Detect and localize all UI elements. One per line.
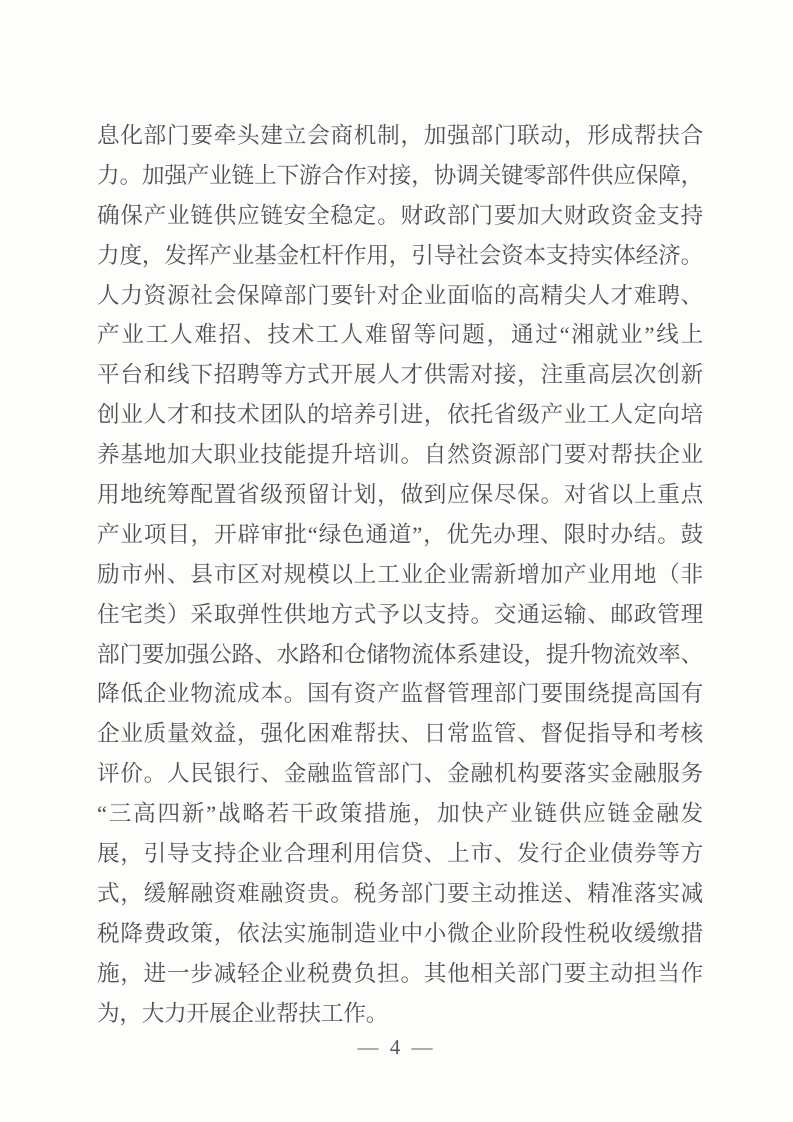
- text-line-6: 产业工人难招、技术工人难留等问题，通过“湘就业”线上: [97, 322, 703, 348]
- text-line-8: 创业人才和技术团队的培养引进，依托省级产业工人定向培: [97, 402, 703, 428]
- text-line-2: 力。加强产业链上下游合作对接，协调关键零部件供应保障，: [97, 162, 703, 188]
- text-line-23: 为，大力开展企业帮扶工作。: [97, 1000, 389, 1026]
- text-line-13: 住宅类）采取弹性供地方式予以支持。交通运输、邮政管理: [97, 601, 703, 627]
- text-line-18: “三高四新”战略若干政策措施，加快产业链供应链金融发: [97, 801, 703, 827]
- text-line-5: 人力资源社会保障部门要针对企业面临的高精尖人才难聘、: [97, 282, 703, 308]
- text-line-9: 养基地加大职业技能提升培训。自然资源部门要对帮扶企业: [97, 442, 703, 468]
- text-line-7: 平台和线下招聘等方式开展人才供需对接，注重高层次创新: [97, 362, 703, 388]
- text-line-11: 产业项目，开辟审批“绿色通道”，优先办理、限时办结。鼓: [97, 521, 703, 547]
- text-line-12: 励市州、县市区对规模以上工业企业需新增加产业用地（非: [97, 561, 703, 587]
- page-footer: [0, 1032, 793, 1062]
- text-line-16: 企业质量效益，强化困难帮扶、日常监管、督促指导和考核: [97, 721, 703, 747]
- text-line-10: 用地统筹配置省级预留计划，做到应保尽保。对省以上重点: [97, 482, 703, 508]
- text-line-1: 息化部门要牵头建立会商机制，加强部门联动，形成帮扶合: [97, 123, 703, 148]
- body-text: [97, 116, 703, 1033]
- text-line-4: 力度，发挥产业基金杠杆作用，引导社会资本支持实体经济。: [97, 242, 703, 268]
- text-line-14: 部门要加强公路、水路和仓储物流体系建设，提升物流效率、: [97, 641, 703, 667]
- text-line-3: 确保产业链供应链安全稳定。财政部门要加大财政资金支持: [97, 202, 703, 228]
- text-line-22: 施，进一步减轻企业税费负担。其他相关部门要主动担当作: [97, 960, 703, 986]
- text-line-21: 税降费政策，依法实施制造业中小微企业阶段性税收缓缴措: [97, 920, 703, 946]
- text-line-17: 评价。人民银行、金融监管部门、金融机构要落实金融服务: [97, 761, 703, 787]
- text-line-20: 式，缓解融资难融资贵。税务部门要主动推送、精准落实减: [97, 880, 703, 906]
- text-line-19: 展，引导支持企业合理利用信贷、上市、发行企业债券等方: [97, 841, 703, 867]
- text-line-15: 降低企业物流成本。国有资产监督管理部门要围绕提高国有: [97, 681, 703, 707]
- page-number: — 4 —: [357, 1035, 436, 1059]
